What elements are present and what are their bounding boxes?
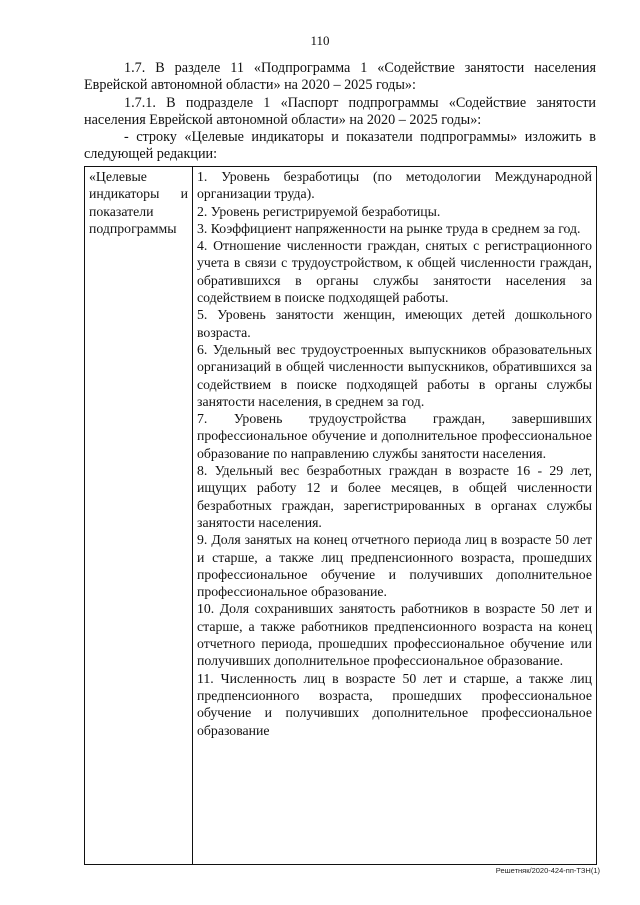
indicator-item: 1. Уровень безработицы (по методологии Международной организации труда).: [197, 169, 592, 202]
intro-paragraph-1: 1.7. В разделе 11 «Подпрограмма 1 «Содействие занятости населения Еврейской автономной области» на 2020 – 2025 годы»:: [84, 60, 596, 94]
indicator-item: 6. Удельный вес трудоустроенных выпускников образовательных организаций в общей численности выпускников, обратившихся за содействием в поиске подходящей работы в органы службы занятости населения, в среднем за год.: [197, 341, 592, 409]
intro-paragraph-3: - строку «Целевые индикаторы и показатели подпрограммы» изложить в следующей редакции:: [84, 129, 596, 163]
indicator-item: 3. Коэффициент напряженности на рынке труда в среднем за год.: [197, 220, 581, 236]
indicator-item: 10. Доля сохранивших занятость работников в возрасте 50 лет и старше, а также работников предпенсионного возраста на конец отчетного периода, прошедших профессиональное обучение или получивших дополнительное профессиональное образование.: [197, 601, 592, 669]
label-word: и: [180, 186, 188, 202]
indicator-item: 7. Уровень трудоустройства граждан, завершивших профессиональное обучение и дополнительное профессиональное образование по направлению службы занятости населения.: [197, 411, 592, 461]
label-line: [89, 185, 188, 202]
indicator-item: 2. Уровень регистрируемой безработицы.: [197, 203, 441, 219]
indicator-item: 4. Отношение численности граждан, снятых с регистрационного учета в связи с трудоустройством, к общей численности граждан, обратившихся в органы службы занятости населения за содействием в поиске подходящей работы.: [197, 238, 592, 306]
intro-paragraph-2: 1.7.1. В подразделе 1 «Паспорт подпрограммы «Содействие занятости населения Еврейской автономной области» на 2020 – 2025 годы»:: [84, 94, 596, 128]
label-word: индикаторы: [89, 186, 160, 202]
indicators-table: [84, 166, 597, 865]
table-row: [85, 167, 597, 865]
label-cell: [85, 167, 193, 865]
indicator-item: 5. Уровень занятости женщин, имеющих детей дошкольного возраста.: [197, 307, 592, 340]
page-number: 110: [310, 33, 330, 48]
label-line: подпрограммы: [89, 220, 177, 236]
intro-text: [84, 60, 596, 164]
label-line: показатели: [89, 203, 154, 219]
indicator-item: 11. Численность лиц в возрасте 50 лет и старше, а также лиц предпенсионного возраста, прошедших профессиональное обучение и получивших дополнительное профессиональное образование: [197, 670, 592, 738]
document-code-footer: Решетняк/2020-424-пп-ТЗН(1): [495, 866, 600, 875]
indicator-item: 8. Удельный вес безработных граждан в возрасте 16 - 29 лет, ищущих работу 12 и более месяцев, в общей численности безработных граждан, зарегистрированных в органах службы занятости населения.: [197, 463, 592, 530]
label-line: «Целевые: [89, 169, 147, 184]
indicator-item: 9. Доля занятых на конец отчетного периода лиц в возрасте 50 лет и старше, а также лиц предпенсионного возраста, прошедших профессиональное обучение и получивших дополнительное профессиональное образование.: [197, 532, 592, 600]
indicators-cell: [193, 167, 597, 865]
